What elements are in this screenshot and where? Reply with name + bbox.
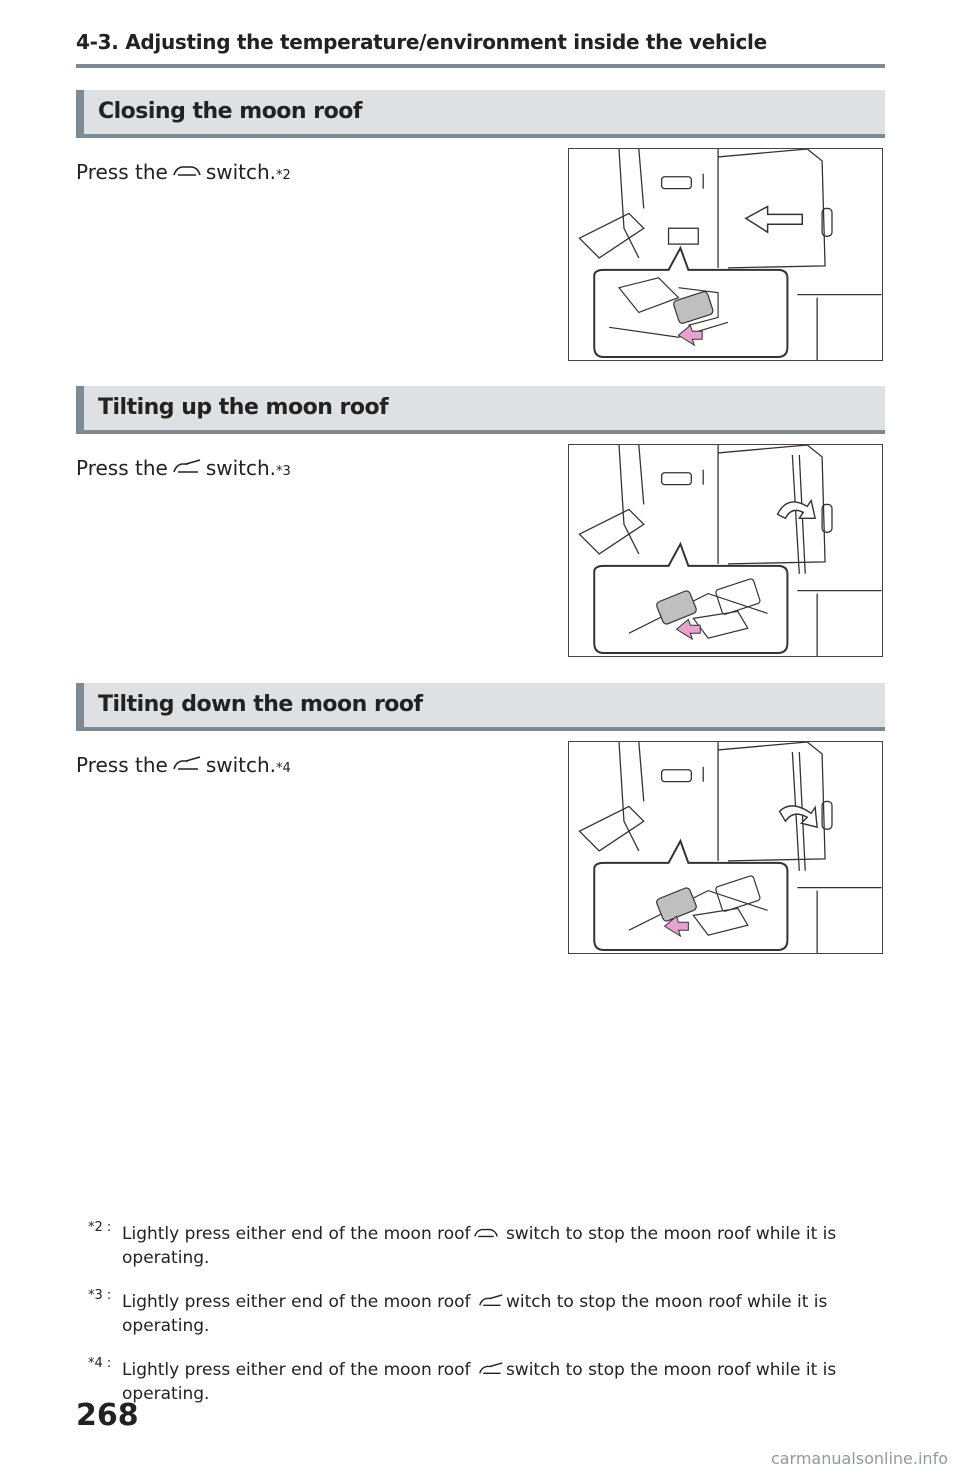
- instruction-lead: Press the: [76, 753, 168, 777]
- section-heading-tilt-up: [76, 386, 885, 434]
- tilt-up-illustration: [569, 445, 882, 656]
- section-accent: [76, 386, 84, 430]
- footnote-2: [88, 1222, 878, 1270]
- closing-illustration: [569, 149, 882, 360]
- moon-roof-icon: [478, 1294, 504, 1308]
- moon-roof-icon: [172, 163, 202, 179]
- instruction-tail: switch.: [205, 160, 277, 184]
- watermark[interactable]: carmanualsonline.info: [770, 1449, 948, 1468]
- chapter-header: 4-3. Adjusting the temperature/environment inside the vehicle: [76, 30, 767, 54]
- instruction-lead: Press the: [76, 160, 168, 184]
- footnote-text: operating.: [122, 1384, 210, 1404]
- footnote-text: operating.: [122, 1316, 210, 1336]
- footnote-4: [88, 1358, 878, 1406]
- footnote-text: Lightly press either end of the moon roof: [122, 1292, 471, 1312]
- instruction-closing: [76, 160, 291, 184]
- section-heading-closing: [76, 90, 885, 138]
- instruction-tilt-up: [76, 456, 291, 480]
- footnote-text: witch to stop the moon roof while it is: [505, 1292, 828, 1312]
- moon-roof-icon: [172, 459, 202, 475]
- footnote-ref: *4: [276, 761, 291, 776]
- section-title: Tilting up the moon roof: [98, 395, 389, 420]
- page-number: 268: [76, 1398, 139, 1433]
- footnote-text: switch to stop the moon roof while it is: [505, 1360, 837, 1380]
- section-accent: [76, 90, 84, 134]
- instruction-lead: Press the: [76, 456, 168, 480]
- footnote-text: Lightly press either end of the moon roof: [122, 1360, 471, 1380]
- instruction-tilt-down: [76, 753, 291, 777]
- moon-roof-icon: [473, 1226, 499, 1240]
- footnote-ref: *3: [276, 464, 291, 479]
- instruction-tail: switch.: [205, 753, 277, 777]
- figure-tilt-up: [568, 444, 883, 657]
- section-heading-tilt-down: [76, 683, 885, 731]
- instruction-tail: switch.: [205, 456, 277, 480]
- moon-roof-icon: [172, 756, 202, 772]
- section-accent: [76, 683, 84, 727]
- footnote-ref: *2: [276, 168, 291, 183]
- footnote-marker: *3 :: [88, 1288, 112, 1303]
- footnote-text: switch to stop the moon roof while it is: [505, 1224, 837, 1244]
- figure-tilt-down: [568, 741, 883, 954]
- footnote-marker: *4 :: [88, 1356, 112, 1371]
- section-title: Tilting down the moon roof: [98, 692, 423, 717]
- footnote-text: Lightly press either end of the moon roof: [122, 1224, 471, 1244]
- footnote-marker: *2 :: [88, 1220, 112, 1235]
- tilt-down-illustration: [569, 742, 882, 953]
- figure-closing: [568, 148, 883, 361]
- footnote-text: operating.: [122, 1248, 210, 1268]
- header-divider: [76, 64, 885, 68]
- footnote-3: [88, 1290, 878, 1338]
- moon-roof-icon: [478, 1362, 504, 1376]
- direction-arrow: [746, 206, 802, 232]
- section-title: Closing the moon roof: [98, 99, 362, 124]
- tilt-arrow: [779, 806, 817, 827]
